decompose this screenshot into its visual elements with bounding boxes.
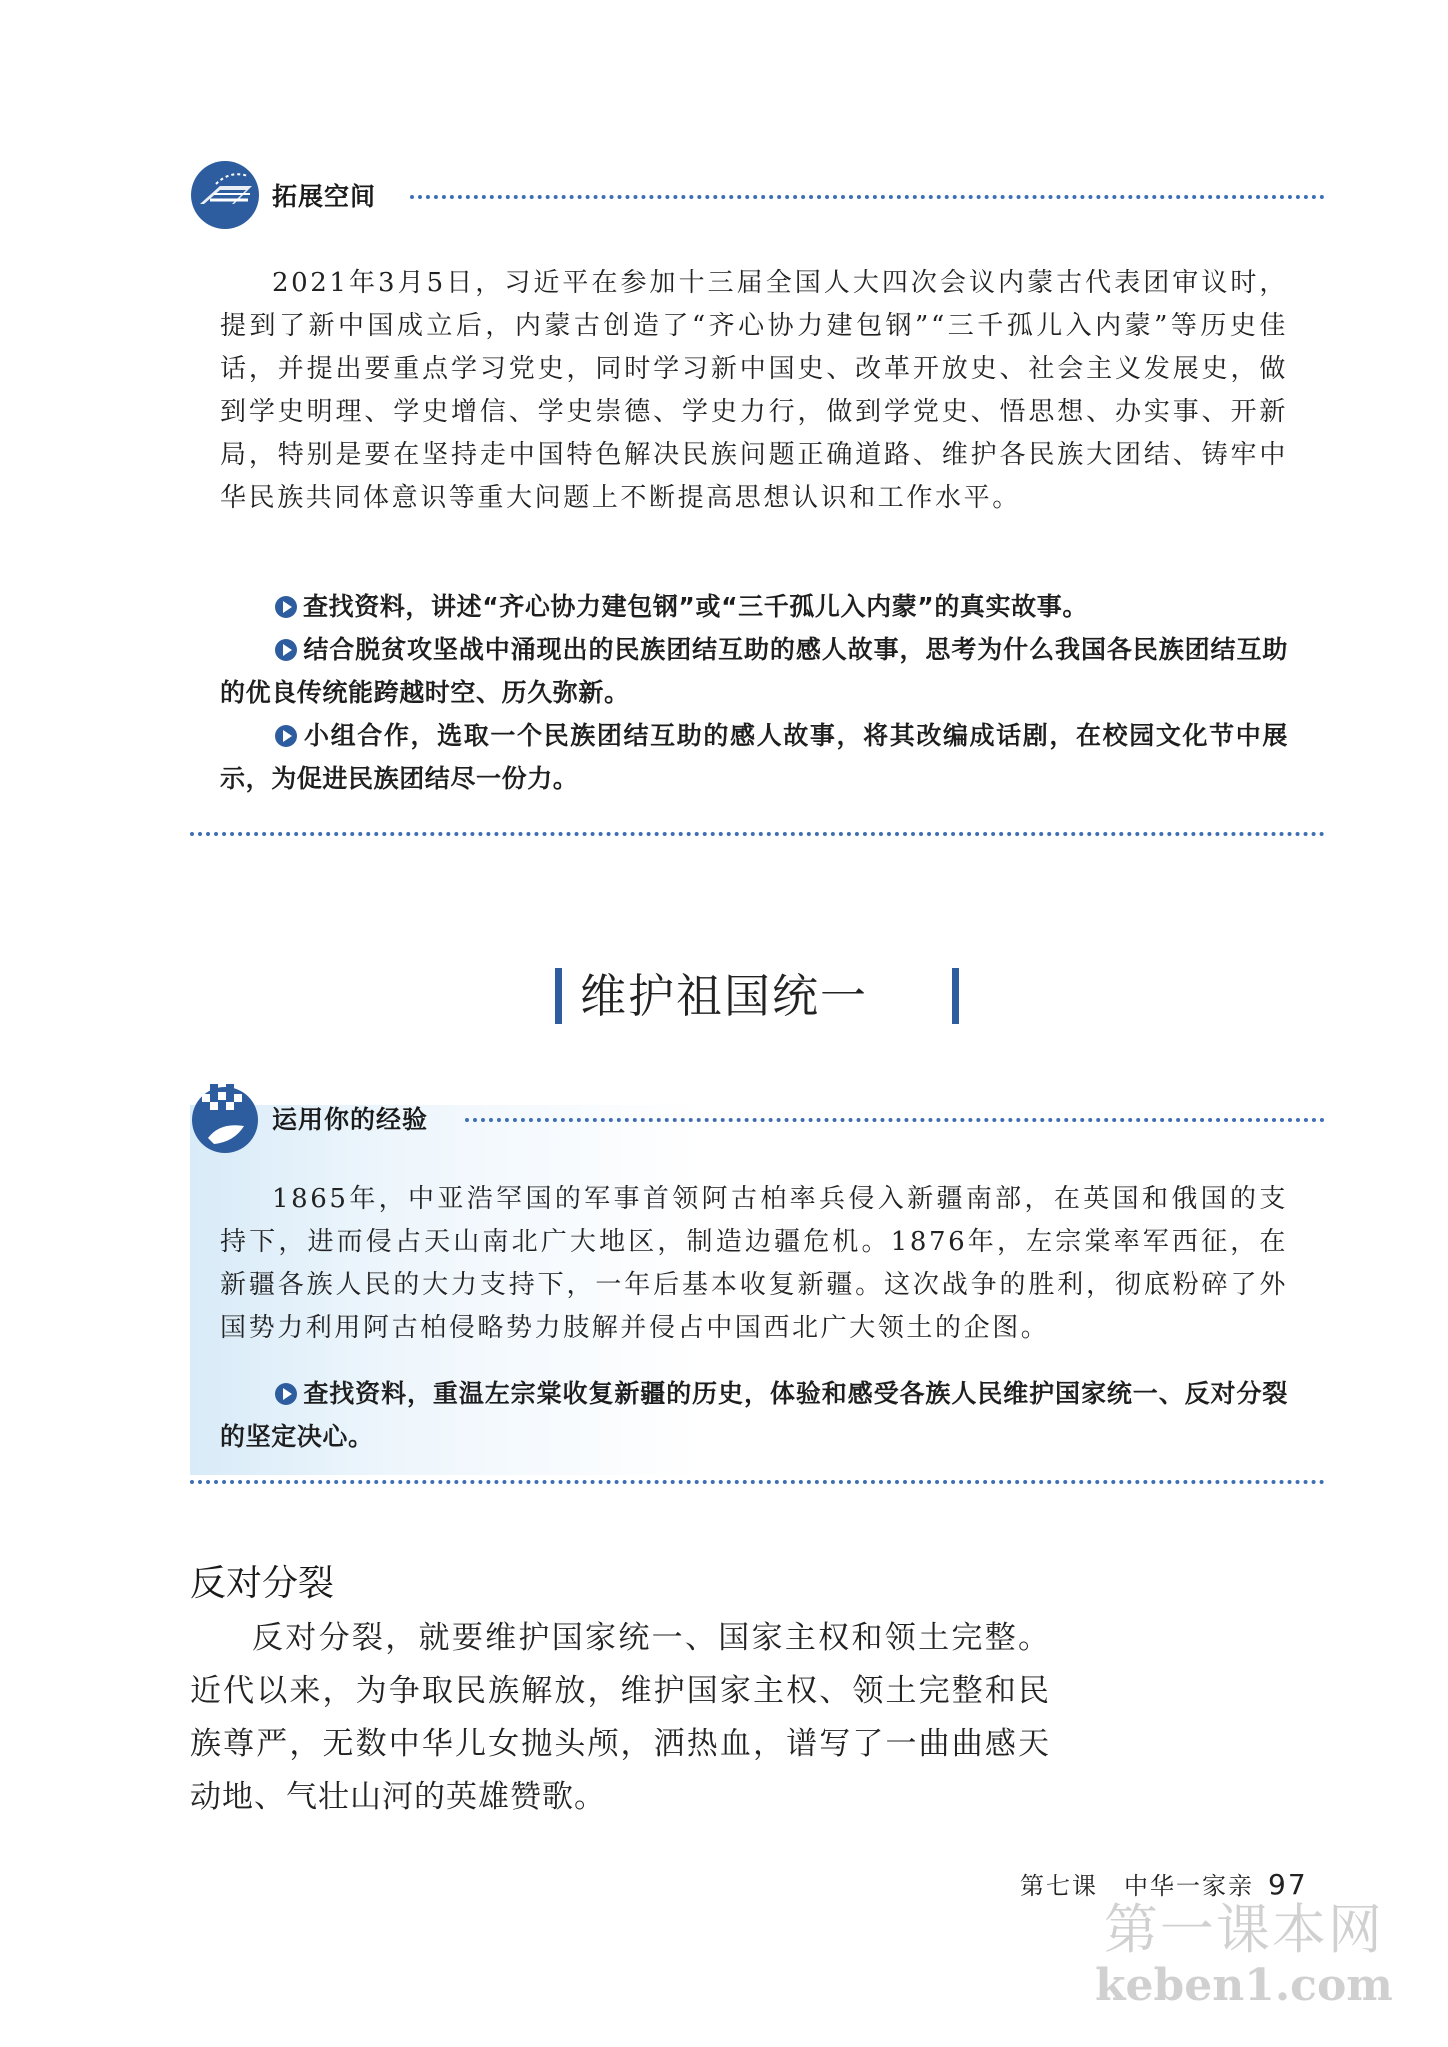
page-footer bbox=[1020, 1866, 1308, 1901]
footer-lesson: 第七课 中华一家亲 bbox=[1020, 1872, 1254, 1900]
arrow-bullet-icon bbox=[275, 1383, 297, 1405]
title-bar-right bbox=[952, 968, 959, 1024]
experience-header-divider bbox=[465, 1118, 1325, 1122]
extension-task-2: 结合脱贫攻坚战中涌现出的民族团结互助的感人故事，思考为什么我国各民族团结互助的优良传统能跨越时空、历久弥新。 bbox=[220, 635, 1288, 707]
subsection-title: 反对分裂 bbox=[190, 1563, 335, 1604]
watermark-line-1: 第一课本网 bbox=[1103, 1898, 1384, 1961]
extension-title: 拓展空间 bbox=[272, 182, 377, 211]
extension-bottom-divider bbox=[190, 832, 1325, 836]
arrow-bullet-icon bbox=[275, 725, 297, 747]
section-title: 维护祖国统一 bbox=[580, 969, 868, 1023]
arrow-bullet-icon bbox=[275, 639, 297, 661]
arrow-bullet-icon bbox=[275, 596, 297, 618]
page-number: 97 bbox=[1268, 1868, 1308, 1901]
extension-task-3: 小组合作，选取一个民族团结互助的感人故事，将其改编成话剧，在校园文化节中展示，为促进民族团结尽一份力。 bbox=[220, 721, 1288, 793]
experience-paragraph: 1865年，中亚浩罕国的军事首领阿古柏率兵侵入新疆南部，在英国和俄国的支持下，进而侵占天山南北广大地区，制造边疆危机。1876年，左宗棠率军西征，在新疆各族人民的大力支持下，一年后基本收复新疆。这次战争的胜利，彻底粉碎了外国势力利用阿古柏侵略势力肢解并侵占中国西北广大领土的企图。 bbox=[220, 1184, 1288, 1343]
experience-title: 运用你的经验 bbox=[272, 1105, 429, 1134]
extension-header bbox=[190, 160, 376, 230]
experience-header bbox=[190, 1082, 428, 1154]
extension-paragraph: 2021年3月5日，习近平在参加十三届全国人大四次会议内蒙古代表团审议时，提到了新中国成立后，内蒙古创造了“齐心协力建包钢”“三千孤儿入内蒙”等历史佳话，并提出要重点学习党史，同时学习新中国史、改革开放史、社会主义发展史，做到学史明理、学史增信、学史崇德、学史力行，做到学党史、悟思想、办实事、开新局，特别是要在坚持走中国特色解决民族问题正确道路、维护各民族大团结、铸牢中华民族共同体意识等重大问题上不断提高思想认识和工作水平。 bbox=[220, 268, 1288, 513]
experience-icon bbox=[190, 1082, 260, 1154]
experience-task-1: 查找资料，重温左宗棠收复新疆的历史，体验和感受各族人民维护国家统一、反对分裂的坚定决心。 bbox=[220, 1379, 1288, 1451]
extension-space-icon bbox=[190, 160, 260, 230]
experience-bottom-divider bbox=[190, 1480, 1325, 1484]
watermark-line-2: keben1.com bbox=[1095, 1960, 1393, 2011]
extension-header-divider bbox=[410, 195, 1325, 199]
subsection-paragraph: 反对分裂，就要维护国家统一、国家主权和领土完整。近代以来，为争取民族解放，维护国家主权、领土完整和民族尊严，无数中华儿女抛头颅，洒热血，谱写了一曲曲感天动地、气壮山河的英雄赞歌。 bbox=[190, 1620, 1050, 1815]
extension-task-1: 查找资料，讲述“齐心协力建包钢”或“三千孤儿入内蒙”的真实故事。 bbox=[220, 585, 1288, 628]
site-watermark bbox=[1095, 1900, 1393, 2012]
